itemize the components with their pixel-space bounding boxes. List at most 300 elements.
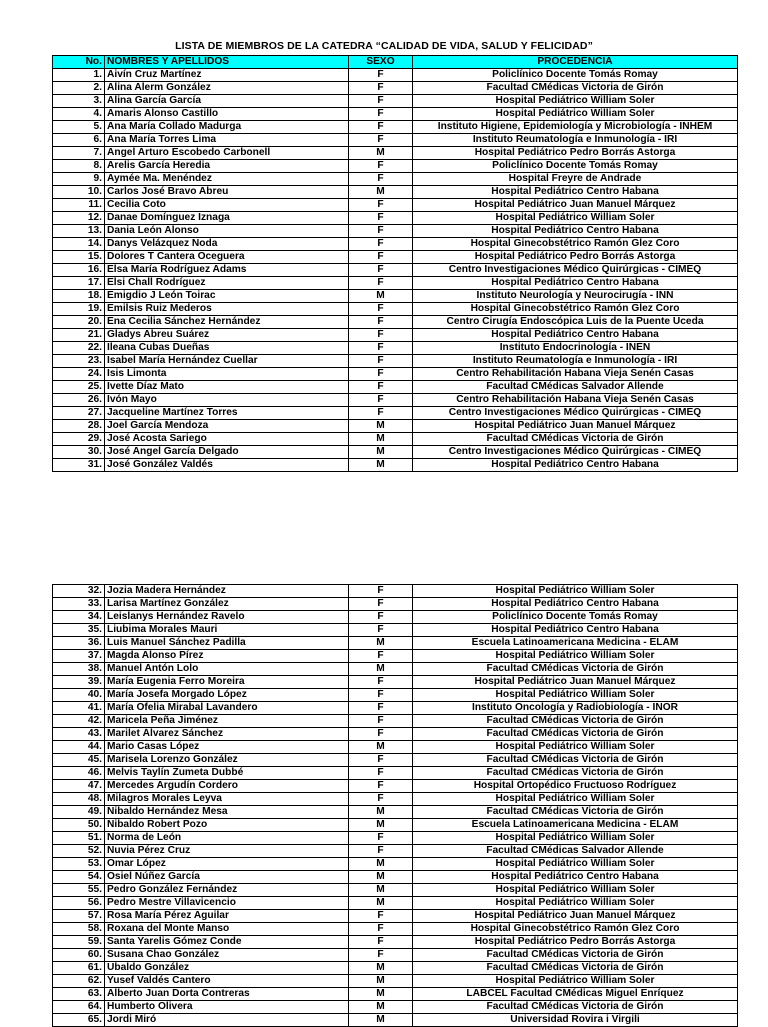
member-name: María Josefa Morgado López bbox=[105, 689, 349, 702]
header-procedencia: PROCEDENCIA bbox=[413, 56, 738, 69]
row-number: 47. bbox=[53, 780, 105, 793]
member-origin: Hospital Pediátrico William Soler bbox=[413, 793, 738, 806]
row-number: 29. bbox=[53, 433, 105, 446]
table-row bbox=[53, 871, 738, 884]
member-name: Ubaldo González bbox=[105, 962, 349, 975]
member-origin: Facultad CMédicas Victoria de Girón bbox=[413, 715, 738, 728]
member-origin: LABCEL Facultad CMédicas Miguel Enríquez bbox=[413, 988, 738, 1001]
table-row bbox=[53, 767, 738, 780]
row-number: 43. bbox=[53, 728, 105, 741]
member-sex: F bbox=[349, 82, 413, 95]
row-number: 17. bbox=[53, 277, 105, 290]
member-sex: F bbox=[349, 923, 413, 936]
row-number: 52. bbox=[53, 845, 105, 858]
member-name: Susana Chao González bbox=[105, 949, 349, 962]
table-row bbox=[53, 923, 738, 936]
member-origin: Universidad Rovira i Virgili bbox=[413, 1014, 738, 1027]
row-number: 31. bbox=[53, 459, 105, 472]
table-row bbox=[53, 676, 738, 689]
member-name: Elsa María Rodríguez Adams bbox=[105, 264, 349, 277]
member-name: Ileana Cubas Dueñas bbox=[105, 342, 349, 355]
row-number: 19. bbox=[53, 303, 105, 316]
table-row bbox=[53, 134, 738, 147]
member-sex: F bbox=[349, 95, 413, 108]
table-row bbox=[53, 225, 738, 238]
member-sex: F bbox=[349, 121, 413, 134]
table-row bbox=[53, 238, 738, 251]
header-row bbox=[53, 56, 738, 69]
member-name: Elsi Chall Rodríguez bbox=[105, 277, 349, 290]
table-row bbox=[53, 264, 738, 277]
member-sex: F bbox=[349, 368, 413, 381]
member-name: Ivette Díaz Mato bbox=[105, 381, 349, 394]
member-sex: F bbox=[349, 845, 413, 858]
table-row bbox=[53, 173, 738, 186]
member-sex: F bbox=[349, 407, 413, 420]
row-number: 44. bbox=[53, 741, 105, 754]
member-origin: Instituto Reumatología e Inmunología - IRI bbox=[413, 355, 738, 368]
member-name: Joel García Mendoza bbox=[105, 420, 349, 433]
row-number: 39. bbox=[53, 676, 105, 689]
table-row bbox=[53, 975, 738, 988]
member-sex: F bbox=[349, 303, 413, 316]
table-row bbox=[53, 290, 738, 303]
member-name: Angel Arturo Escobedo Carbonell bbox=[105, 147, 349, 160]
member-origin: Facultad CMédicas Victoria de Girón bbox=[413, 806, 738, 819]
member-sex: F bbox=[349, 780, 413, 793]
row-number: 41. bbox=[53, 702, 105, 715]
member-name: José González Valdés bbox=[105, 459, 349, 472]
member-origin: Hospital Pediátrico William Soler bbox=[413, 858, 738, 871]
member-name: Amaris Alonso Castillo bbox=[105, 108, 349, 121]
table-row bbox=[53, 741, 738, 754]
row-number: 48. bbox=[53, 793, 105, 806]
member-origin: Hospital Pediátrico Centro Habana bbox=[413, 459, 738, 472]
member-origin: Hospital Pediátrico Pedro Borrás Astorga bbox=[413, 936, 738, 949]
member-sex: F bbox=[349, 949, 413, 962]
member-sex: F bbox=[349, 277, 413, 290]
member-name: María Eugenia Ferro Moreira bbox=[105, 676, 349, 689]
member-sex: M bbox=[349, 433, 413, 446]
member-name: Nibaldo Hernández Mesa bbox=[105, 806, 349, 819]
row-number: 1. bbox=[53, 69, 105, 82]
table-row bbox=[53, 702, 738, 715]
member-name: Osiel Núñez García bbox=[105, 871, 349, 884]
row-number: 55. bbox=[53, 884, 105, 897]
row-number: 23. bbox=[53, 355, 105, 368]
member-sex: F bbox=[349, 702, 413, 715]
member-sex: F bbox=[349, 212, 413, 225]
member-name: Ena Cecilia Sánchez Hernández bbox=[105, 316, 349, 329]
member-name: Nuvia Pérez Cruz bbox=[105, 845, 349, 858]
row-number: 28. bbox=[53, 420, 105, 433]
member-name: Marisela Lorenzo González bbox=[105, 754, 349, 767]
row-number: 22. bbox=[53, 342, 105, 355]
table-row bbox=[53, 368, 738, 381]
member-sex: F bbox=[349, 160, 413, 173]
table-row bbox=[53, 329, 738, 342]
table-row bbox=[53, 754, 738, 767]
row-number: 58. bbox=[53, 923, 105, 936]
member-name: Cecilia Coto bbox=[105, 199, 349, 212]
member-sex: M bbox=[349, 1014, 413, 1027]
member-name: Magda Alonso Pírez bbox=[105, 650, 349, 663]
member-origin: Hospital Pediátrico William Soler bbox=[413, 975, 738, 988]
member-sex: F bbox=[349, 199, 413, 212]
table-row bbox=[53, 819, 738, 832]
table-row bbox=[53, 459, 738, 472]
member-origin: Facultad CMédicas Victoria de Girón bbox=[413, 1001, 738, 1014]
member-name: Ivón Mayo bbox=[105, 394, 349, 407]
member-origin: Centro Rehabilitación Habana Vieja Senén Casas bbox=[413, 368, 738, 381]
table-row bbox=[53, 624, 738, 637]
member-name: Ana María Torres Lima bbox=[105, 134, 349, 147]
member-origin: Centro Rehabilitación Habana Vieja Senén Casas bbox=[413, 394, 738, 407]
member-sex: F bbox=[349, 173, 413, 186]
member-origin: Facultad CMédicas Victoria de Girón bbox=[413, 728, 738, 741]
row-number: 3. bbox=[53, 95, 105, 108]
member-sex: F bbox=[349, 676, 413, 689]
row-number: 7. bbox=[53, 147, 105, 160]
member-origin: Facultad CMédicas Victoria de Girón bbox=[413, 949, 738, 962]
member-origin: Facultad CMédicas Victoria de Girón bbox=[413, 82, 738, 95]
member-name: Mario Casas López bbox=[105, 741, 349, 754]
table-row bbox=[53, 342, 738, 355]
table-row bbox=[53, 251, 738, 264]
row-number: 49. bbox=[53, 806, 105, 819]
member-name: Liubima Morales Mauri bbox=[105, 624, 349, 637]
table-row bbox=[53, 186, 738, 199]
member-sex: F bbox=[349, 225, 413, 238]
member-sex: F bbox=[349, 793, 413, 806]
member-sex: M bbox=[349, 962, 413, 975]
member-sex: F bbox=[349, 728, 413, 741]
member-name: José Acosta Sariego bbox=[105, 433, 349, 446]
table-row bbox=[53, 962, 738, 975]
table-row bbox=[53, 199, 738, 212]
member-origin: Instituto Neurología y Neurocirugía - INN bbox=[413, 290, 738, 303]
member-origin: Hospital Pediátrico William Soler bbox=[413, 108, 738, 121]
member-sex: F bbox=[349, 910, 413, 923]
member-sex: F bbox=[349, 585, 413, 598]
table-row bbox=[53, 1001, 738, 1014]
row-number: 60. bbox=[53, 949, 105, 962]
member-origin: Hospital Ortopédico Fructuoso Rodríguez bbox=[413, 780, 738, 793]
member-name: Santa Yarelis Gómez Conde bbox=[105, 936, 349, 949]
member-origin: Hospital Pediátrico William Soler bbox=[413, 689, 738, 702]
row-number: 4. bbox=[53, 108, 105, 121]
row-number: 54. bbox=[53, 871, 105, 884]
table-row bbox=[53, 858, 738, 871]
member-sex: M bbox=[349, 446, 413, 459]
member-name: Aivín Cruz Martínez bbox=[105, 69, 349, 82]
member-sex: M bbox=[349, 741, 413, 754]
member-sex: M bbox=[349, 663, 413, 676]
member-name: Milagros Morales Leyva bbox=[105, 793, 349, 806]
member-sex: M bbox=[349, 186, 413, 199]
table-row bbox=[53, 420, 738, 433]
member-sex: F bbox=[349, 832, 413, 845]
table-row bbox=[53, 407, 738, 420]
member-origin: Hospital Pediátrico Juan Manuel Márquez bbox=[413, 676, 738, 689]
member-name: Roxana del Monte Manso bbox=[105, 923, 349, 936]
member-sex: M bbox=[349, 147, 413, 160]
table-row bbox=[53, 446, 738, 459]
member-sex: F bbox=[349, 715, 413, 728]
member-sex: F bbox=[349, 598, 413, 611]
member-origin: Instituto Higiene, Epidemiología y Microbiología - INHEM bbox=[413, 121, 738, 134]
member-sex: F bbox=[349, 611, 413, 624]
row-number: 38. bbox=[53, 663, 105, 676]
row-number: 56. bbox=[53, 897, 105, 910]
member-sex: F bbox=[349, 134, 413, 147]
member-sex: F bbox=[349, 689, 413, 702]
table-row bbox=[53, 637, 738, 650]
member-name: Carlos José Bravo Abreu bbox=[105, 186, 349, 199]
table-row bbox=[53, 936, 738, 949]
member-origin: Policlínico Docente Tomás Romay bbox=[413, 69, 738, 82]
table-row bbox=[53, 316, 738, 329]
table-row bbox=[53, 949, 738, 962]
row-number: 34. bbox=[53, 611, 105, 624]
table-row bbox=[53, 95, 738, 108]
row-number: 26. bbox=[53, 394, 105, 407]
member-sex: M bbox=[349, 884, 413, 897]
member-sex: M bbox=[349, 459, 413, 472]
table-row bbox=[53, 780, 738, 793]
member-origin: Hospital Pediátrico William Soler bbox=[413, 741, 738, 754]
row-number: 61. bbox=[53, 962, 105, 975]
member-origin: Hospital Pediátrico William Soler bbox=[413, 585, 738, 598]
member-sex: M bbox=[349, 975, 413, 988]
row-number: 53. bbox=[53, 858, 105, 871]
member-sex: M bbox=[349, 858, 413, 871]
member-name: Arelis García Heredia bbox=[105, 160, 349, 173]
row-number: 35. bbox=[53, 624, 105, 637]
member-name: Nibaldo Robert Pozo bbox=[105, 819, 349, 832]
table-row bbox=[53, 433, 738, 446]
member-origin: Centro Cirugía Endoscópica Luis de la Puente Uceda bbox=[413, 316, 738, 329]
table-row bbox=[53, 303, 738, 316]
row-number: 62. bbox=[53, 975, 105, 988]
member-sex: F bbox=[349, 342, 413, 355]
member-name: Emilsis Ruiz Mederos bbox=[105, 303, 349, 316]
table-row bbox=[53, 381, 738, 394]
table-row bbox=[53, 1014, 738, 1027]
member-name: Manuel Antón Lolo bbox=[105, 663, 349, 676]
members-table-part-1 bbox=[52, 55, 738, 472]
member-origin: Hospital Pediátrico William Soler bbox=[413, 212, 738, 225]
member-sex: F bbox=[349, 754, 413, 767]
member-name: Alina Alerm González bbox=[105, 82, 349, 95]
member-origin: Facultad CMédicas Victoria de Girón bbox=[413, 754, 738, 767]
table-row bbox=[53, 69, 738, 82]
row-number: 8. bbox=[53, 160, 105, 173]
table-row bbox=[53, 884, 738, 897]
table-row bbox=[53, 160, 738, 173]
member-name: Maricela Peña Jiménez bbox=[105, 715, 349, 728]
member-name: Yusef Valdés Cantero bbox=[105, 975, 349, 988]
row-number: 11. bbox=[53, 199, 105, 212]
row-number: 5. bbox=[53, 121, 105, 134]
member-name: Jozia Madera Hernández bbox=[105, 585, 349, 598]
member-origin: Policlínico Docente Tomás Romay bbox=[413, 611, 738, 624]
row-number: 16. bbox=[53, 264, 105, 277]
table-row bbox=[53, 793, 738, 806]
row-number: 24. bbox=[53, 368, 105, 381]
member-name: Melvis Taylín Zumeta Dubbé bbox=[105, 767, 349, 780]
member-name: Alberto Juan Dorta Contreras bbox=[105, 988, 349, 1001]
row-number: 10. bbox=[53, 186, 105, 199]
member-origin: Hospital Pediátrico Juan Manuel Márquez bbox=[413, 199, 738, 212]
member-sex: F bbox=[349, 936, 413, 949]
member-name: Dania León Alonso bbox=[105, 225, 349, 238]
row-number: 36. bbox=[53, 637, 105, 650]
member-name: Danys Velázquez Noda bbox=[105, 238, 349, 251]
members-table-part-2 bbox=[52, 584, 738, 1027]
member-origin: Hospital Pediátrico William Soler bbox=[413, 884, 738, 897]
member-origin: Hospital Pediátrico Centro Habana bbox=[413, 277, 738, 290]
member-name: Leislanys Hernández Ravelo bbox=[105, 611, 349, 624]
member-name: Pedro Mestre Villavicencio bbox=[105, 897, 349, 910]
member-origin: Hospital Pediátrico Centro Habana bbox=[413, 186, 738, 199]
member-origin: Hospital Pediátrico Juan Manuel Márquez bbox=[413, 420, 738, 433]
member-name: Norma de León bbox=[105, 832, 349, 845]
table-row bbox=[53, 845, 738, 858]
header-sexo: SEXO bbox=[349, 56, 413, 69]
member-sex: M bbox=[349, 806, 413, 819]
member-origin: Hospital Pediátrico Centro Habana bbox=[413, 598, 738, 611]
header-name: NOMBRES Y APELLIDOS bbox=[105, 56, 349, 69]
row-number: 37. bbox=[53, 650, 105, 663]
member-sex: F bbox=[349, 355, 413, 368]
row-number: 30. bbox=[53, 446, 105, 459]
member-origin: Centro Investigaciones Médico Quirúrgicas - CIMEQ bbox=[413, 407, 738, 420]
member-name: Alina García García bbox=[105, 95, 349, 108]
table-row bbox=[53, 650, 738, 663]
table-row bbox=[53, 988, 738, 1001]
row-number: 57. bbox=[53, 910, 105, 923]
row-number: 9. bbox=[53, 173, 105, 186]
row-number: 42. bbox=[53, 715, 105, 728]
member-origin: Hospital Pediátrico Juan Manuel Márquez bbox=[413, 910, 738, 923]
table-row bbox=[53, 715, 738, 728]
member-origin: Hospital Ginecobstétrico Ramón Glez Coro bbox=[413, 303, 738, 316]
member-name: Ana María Collado Madurga bbox=[105, 121, 349, 134]
member-sex: M bbox=[349, 988, 413, 1001]
member-name: Isis Limonta bbox=[105, 368, 349, 381]
member-sex: M bbox=[349, 897, 413, 910]
member-origin: Facultad CMédicas Salvador Allende bbox=[413, 845, 738, 858]
row-number: 6. bbox=[53, 134, 105, 147]
member-name: Danae Domínguez Iznaga bbox=[105, 212, 349, 225]
member-sex: F bbox=[349, 238, 413, 251]
row-number: 15. bbox=[53, 251, 105, 264]
member-origin: Hospital Pediátrico William Soler bbox=[413, 650, 738, 663]
member-origin: Instituto Reumatología e Inmunología - IRI bbox=[413, 134, 738, 147]
row-number: 63. bbox=[53, 988, 105, 1001]
table-row bbox=[53, 806, 738, 819]
member-sex: F bbox=[349, 329, 413, 342]
member-origin: Hospital Pediátrico Centro Habana bbox=[413, 624, 738, 637]
member-origin: Centro Investigaciones Médico Quirúrgicas - CIMEQ bbox=[413, 446, 738, 459]
row-number: 32. bbox=[53, 585, 105, 598]
member-origin: Hospital Pediátrico Centro Habana bbox=[413, 225, 738, 238]
row-number: 50. bbox=[53, 819, 105, 832]
member-name: Dolores T Cantera Oceguera bbox=[105, 251, 349, 264]
member-origin: Instituto Oncología y Radiobiología - INOR bbox=[413, 702, 738, 715]
member-sex: F bbox=[349, 251, 413, 264]
table-row bbox=[53, 910, 738, 923]
row-number: 18. bbox=[53, 290, 105, 303]
member-sex: F bbox=[349, 767, 413, 780]
table-row bbox=[53, 611, 738, 624]
member-sex: F bbox=[349, 650, 413, 663]
member-name: Rosa María Pérez Aguilar bbox=[105, 910, 349, 923]
member-sex: M bbox=[349, 420, 413, 433]
table-row bbox=[53, 897, 738, 910]
row-number: 65. bbox=[53, 1014, 105, 1027]
member-origin: Escuela Latinoamericana Medicina - ELAM bbox=[413, 637, 738, 650]
table-row bbox=[53, 108, 738, 121]
member-origin: Hospital Freyre de Andrade bbox=[413, 173, 738, 186]
member-sex: M bbox=[349, 637, 413, 650]
member-origin: Facultad CMédicas Salvador Allende bbox=[413, 381, 738, 394]
row-number: 25. bbox=[53, 381, 105, 394]
member-origin: Facultad CMédicas Victoria de Girón bbox=[413, 962, 738, 975]
member-name: Pedro González Fernández bbox=[105, 884, 349, 897]
member-name: Gladys Abreu Suárez bbox=[105, 329, 349, 342]
member-sex: M bbox=[349, 290, 413, 303]
member-origin: Hospital Pediátrico Pedro Borrás Astorga bbox=[413, 147, 738, 160]
member-name: Mercedes Argudín Cordero bbox=[105, 780, 349, 793]
member-origin: Hospital Pediátrico Centro Habana bbox=[413, 871, 738, 884]
member-name: Isabel María Hernández Cuellar bbox=[105, 355, 349, 368]
member-name: Omar López bbox=[105, 858, 349, 871]
member-name: Jacqueline Martínez Torres bbox=[105, 407, 349, 420]
member-origin: Instituto Endocrinología - INEN bbox=[413, 342, 738, 355]
row-number: 59. bbox=[53, 936, 105, 949]
row-number: 40. bbox=[53, 689, 105, 702]
member-name: Humberto Olivera bbox=[105, 1001, 349, 1014]
member-origin: Centro Investigaciones Médico Quirúrgicas - CIMEQ bbox=[413, 264, 738, 277]
member-origin: Escuela Latinoamericana Medicina - ELAM bbox=[413, 819, 738, 832]
member-origin: Hospital Ginecobstétrico Ramón Glez Coro bbox=[413, 923, 738, 936]
row-number: 12. bbox=[53, 212, 105, 225]
row-number: 27. bbox=[53, 407, 105, 420]
member-origin: Hospital Ginecobstétrico Ramón Glez Coro bbox=[413, 238, 738, 251]
member-sex: F bbox=[349, 69, 413, 82]
row-number: 13. bbox=[53, 225, 105, 238]
row-number: 64. bbox=[53, 1001, 105, 1014]
member-origin: Hospital Pediátrico William Soler bbox=[413, 95, 738, 108]
table-row bbox=[53, 82, 738, 95]
document-title: LISTA DE MIEMBROS DE LA CATEDRA “CALIDAD DE VIDA, SALUD Y FELICIDAD” bbox=[175, 40, 593, 52]
member-name: Marilet Álvarez Sánchez bbox=[105, 728, 349, 741]
member-sex: F bbox=[349, 624, 413, 637]
member-sex: M bbox=[349, 871, 413, 884]
member-origin: Facultad CMédicas Victoria de Girón bbox=[413, 767, 738, 780]
table-row bbox=[53, 585, 738, 598]
member-sex: M bbox=[349, 1001, 413, 1014]
table-row bbox=[53, 121, 738, 134]
member-name: Emigdio J León Toirac bbox=[105, 290, 349, 303]
member-sex: F bbox=[349, 264, 413, 277]
member-name: María Ofelia Mirabal Lavandero bbox=[105, 702, 349, 715]
member-sex: M bbox=[349, 819, 413, 832]
table-row bbox=[53, 832, 738, 845]
member-name: Luis Manuel Sánchez Padilla bbox=[105, 637, 349, 650]
